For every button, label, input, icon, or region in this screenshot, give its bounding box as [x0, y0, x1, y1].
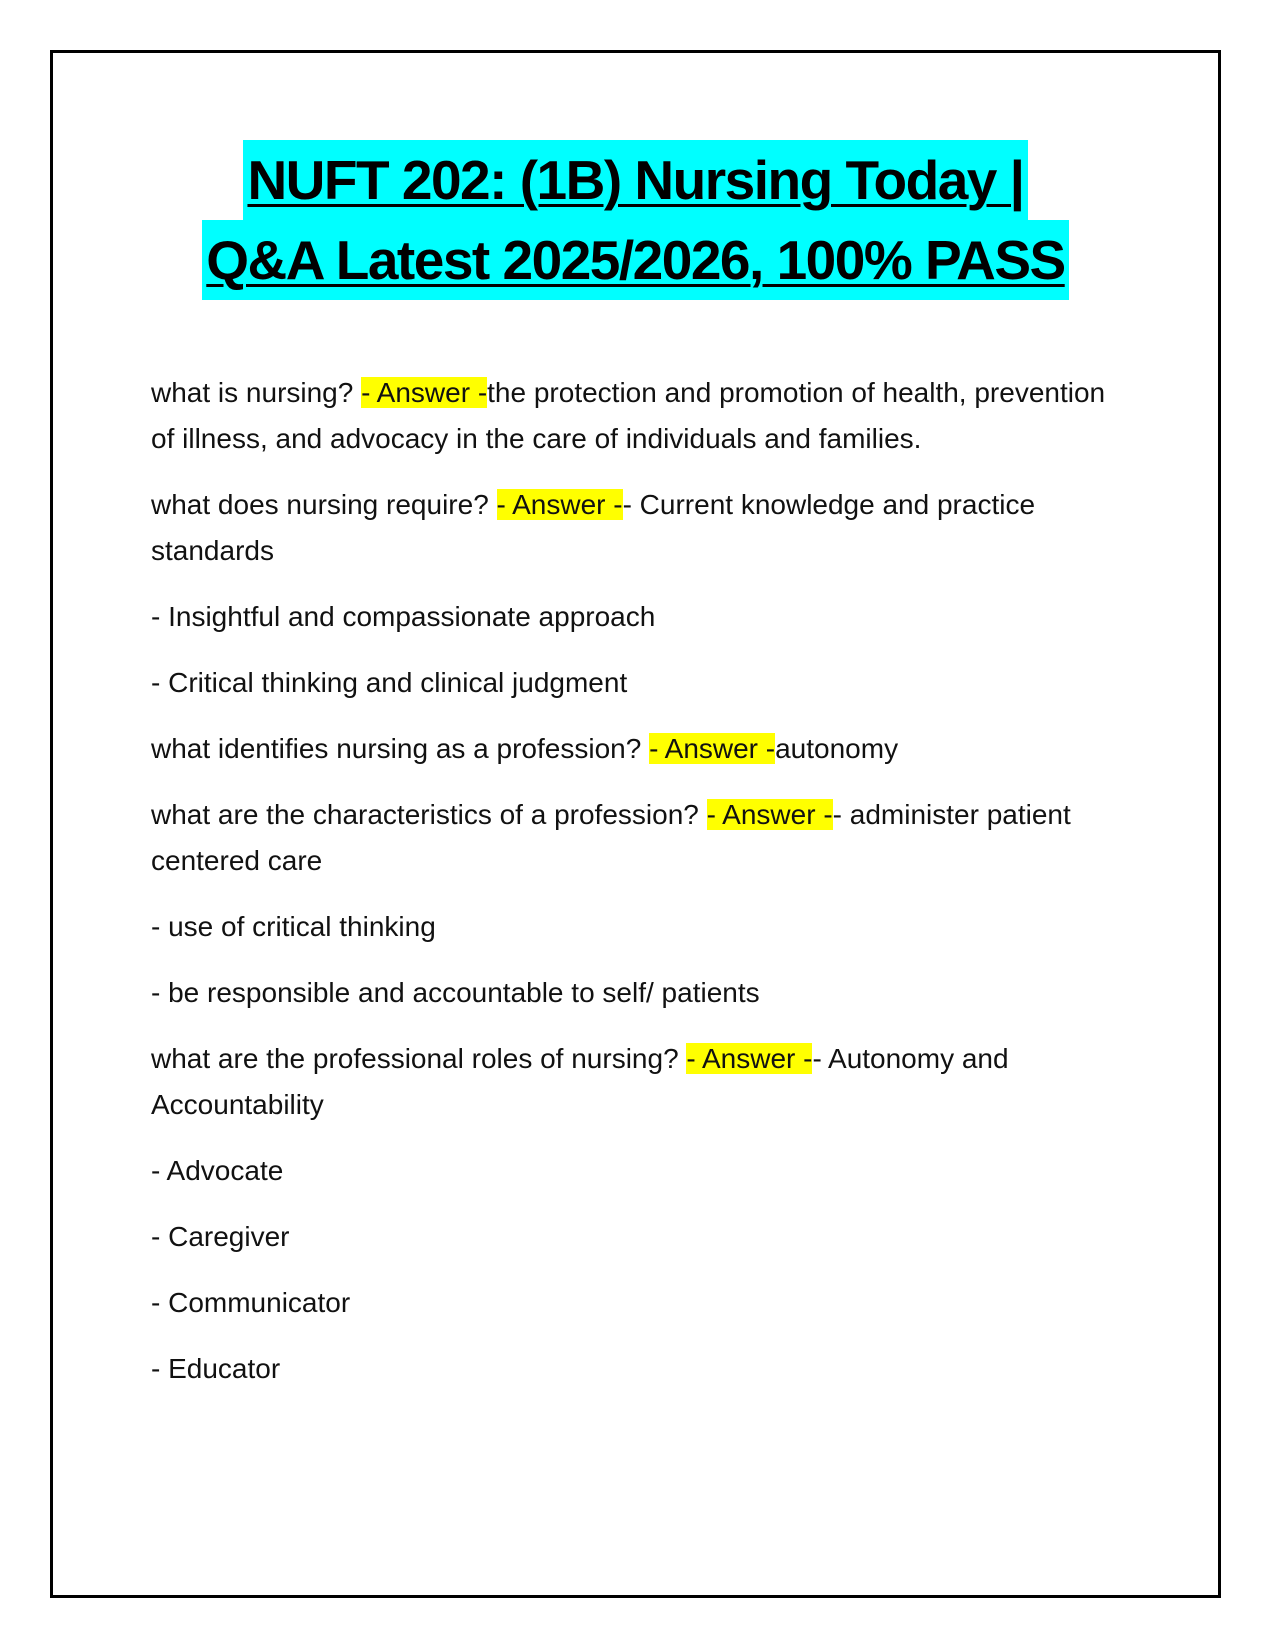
qa-item-identifies-profession: [151, 726, 1131, 772]
answer-marker: - Answer -: [706, 799, 833, 830]
bullet-item: - Communicator: [151, 1287, 351, 1318]
bullet-item: - Insightful and compassionate approach: [151, 601, 656, 632]
bullet-item: - Advocate: [151, 1155, 284, 1186]
answer: the protection and promotion of health, prevention of illness, and advocacy in the care of individuals and families.: [151, 377, 1106, 454]
answer: - Current knowledge and practice standards: [151, 489, 1036, 566]
answer-marker: - Answer -: [361, 377, 488, 408]
bullet-item: - Caregiver: [151, 1221, 290, 1252]
question: what are the characteristics of a profession?: [151, 799, 707, 830]
answer-marker: - Answer -: [496, 489, 623, 520]
qa-content: [151, 370, 1131, 1412]
bullet-item: - Critical thinking and clinical judgment: [151, 667, 628, 698]
document-title: [50, 140, 1221, 300]
question: what identifies nursing as a profession?: [151, 733, 650, 764]
answer: autonomy: [775, 733, 899, 764]
qa-item-what-is-nursing: [151, 370, 1131, 462]
answer-marker: - Answer -: [686, 1043, 813, 1074]
title-line-2: Q&A Latest 2025/2026, 100% PASS: [202, 220, 1068, 300]
bullet-item: - be responsible and accountable to self/ patients: [151, 977, 760, 1008]
title-line-1: NUFT 202: (1B) Nursing Today |: [243, 140, 1027, 220]
question: what is nursing?: [151, 377, 362, 408]
bullet-item: - Educator: [151, 1353, 281, 1384]
answer-marker: - Answer -: [649, 733, 776, 764]
bullet-item: - use of critical thinking: [151, 911, 436, 942]
qa-item-characteristics: [151, 792, 1131, 884]
question: what does nursing require?: [151, 489, 497, 520]
answer: - Autonomy and Accountability: [151, 1043, 1009, 1120]
qa-item-nursing-require: [151, 482, 1131, 574]
qa-item-professional-roles: [151, 1036, 1131, 1128]
question: what are the professional roles of nursing?: [151, 1043, 687, 1074]
answer: - administer patient centered care: [151, 799, 1071, 876]
